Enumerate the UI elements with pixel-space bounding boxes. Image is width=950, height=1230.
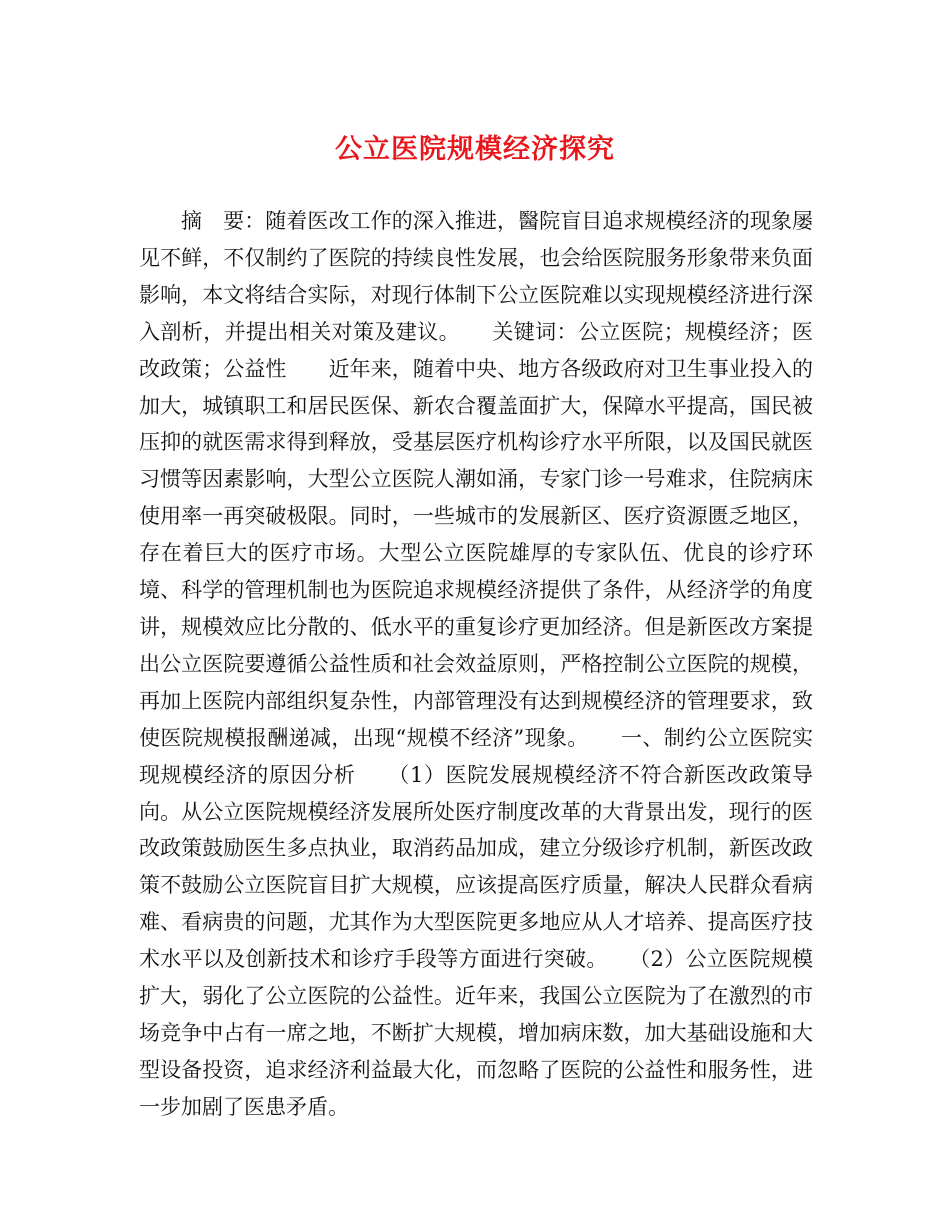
page-title: 公立医院规模经济探究 [335,134,615,165]
article-body [139,203,813,1126]
body-paragraph: 摘 要：随着医改工作的深入推进，醫院盲目追求规模经济的现象屡见不鲜，不仅制约了医院的持续良性发展，也会给医院服务形象带来负面影响，本文将结合实际，对现行体制下公立医院难以实现规模经济进行深入剖析，并提出相关对策及建议。 关键词：公立医院；规模经济；医改政策；公益性 近年来，随着中央、地方各级政府对卫生事业投入的加大，城镇职工和居民医保、新农合覆盖面扩大，保障水平提高，国民被压抑的就医需求得到释放，受基层医疗机构诊疗水平所限，以及国民就医习惯等因素影响，大型公立医院人潮如涌，专家门诊一号难求，住院病床使用率一再突破极限。同时，一些城市的发展新区、医疗资源匮乏地区，存在着巨大的医疗市场。大型公立医院雄厚的专家队伍、优良的诊疗环境、科学的管理机制也为医院追求规模经济提供了条件，从经济学的角度讲，规模效应比分散的、低水平的重复诊疗更加经济。但是新医改方案提出公立医院要遵循公益性质和社会效益原则，严格控制公立医院的规模，再加上医院内部组织复杂性，内部管理没有达到规模经济的管理要求，致使医院规模报酬递减，出现“规模不经济”现象。 一、制约公立医院实现规模经济的原因分析 （1）医院发展规模经济不符合新医改政策导向。从公立医院规模经济发展所处医疗制度改革的大背景出发，现行的医改政策鼓励医生多点执业，取消药品加成，建立分级诊疗机制，新医改政策不鼓励公立医院盲目扩大规模，应该提高医疗质量，解决人民群众看病难、看病贵的问题，尤其作为大型医院更多地应从人才培养、提高医疗技术水平以及创新技术和诊疗手段等方面进行突破。 （2）公立医院规模扩大，弱化了公立医院的公益性。近年来，我国公立医院为了在激烈的市场竞争中占有一席之地，不断扩大规模，增加病床数，加大基础设施和大型设备投资，追求经济利益最大化，而忽略了医院的公益性和服务性，进一步加剧了医患矛盾。 [139,209,813,1119]
